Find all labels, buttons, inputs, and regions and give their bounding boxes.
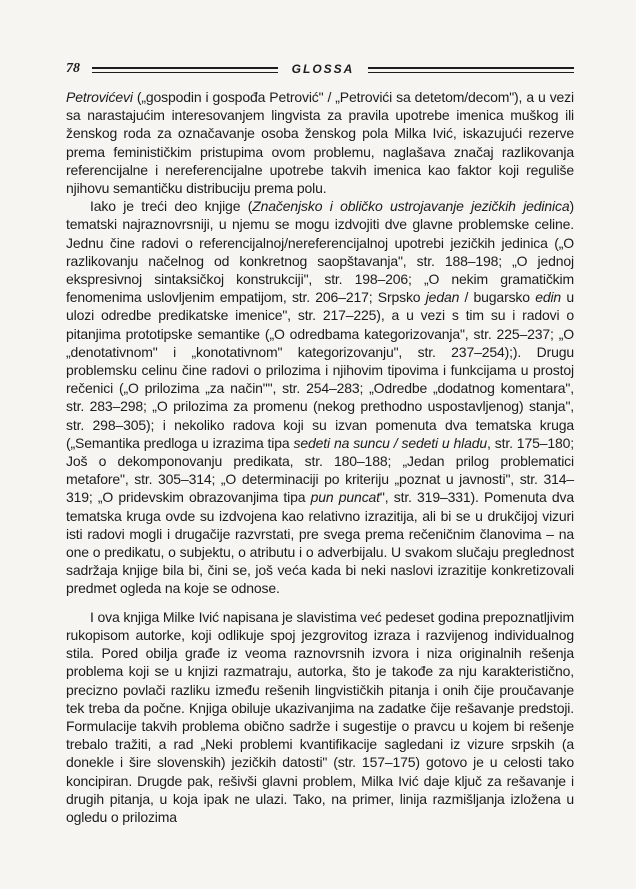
journal-title: GLOSSA <box>291 62 355 76</box>
paragraph-1 <box>66 88 574 197</box>
text-run: („gospodin i gospođa Petrović" / „Petrovići sa detetom/decom"), a u vezi sa narastajućim interesovanjem lingvista za pravila upotrebe imenica muškog ili ženskog roda za označavanje osoba ženskog pola Milka Ivić, iskazujući rezerve prema feminističkim pristupima ovom problemu, naglašava značaj razlikovanja referencijalne i nereferencijalne upotrebe takvih imenica kao faktor koji reguliše njihovu semantičku distribuciju prema polu. <box>66 89 574 197</box>
paragraph-3 <box>66 608 574 826</box>
text-run: Iako je treći deo knjige ( <box>90 198 253 215</box>
text-run: u ulozi odredbe predikatske imenice", str. 217–225), a u vezi s tim su i radovi o pitanjima prototipske semantike („O odredbama kategorizovanja", str. 225–237; „O „denotativnom" i „konotativnom" kategorizovanju", str. 237–254);). Drugu problemsku celinu čine radovi o prilozima i njihovim tipovima i funkcijama u prostoj rečenici („O prilozima „za način"", str. 254–283; „Odredbe „dodatnog komentara", str. 283–298; „O prilozima za promenu (nekog prethodno uspostavljenog) stanja", str. 298–305); i nekoliko radova koji su izvan pomenuta dva tematska kruga („Semantika predloga u izrazima tipa <box>66 289 574 451</box>
running-header <box>66 60 574 78</box>
header-rule-right <box>368 67 574 73</box>
italic-text: jedan <box>425 289 460 306</box>
page-number: 78 <box>66 61 80 76</box>
paragraph-2 <box>66 197 574 597</box>
italic-text: sedeti na suncu / sedeti u hladu <box>293 434 488 451</box>
header-rule-left <box>92 67 278 73</box>
text-run: ) tematski najraznovrsniji, u njemu se mogu izdvojiti dve glavne problemske celine. Jednu čine radovi o referencijalnoj/nereferencijalnoj upotrebi jezičkih jedinica („O razlikovanju načelnog od konkretnog saopštavanja", str. 188–198; „O jednoj ekspresivnoj sintaksičkoj konstrukciji", str. 198–206; „O nekim gramatičkim fenomenima uslovljenim empatijom, str. 206–217; Srpsko <box>66 198 574 306</box>
text-run: ", str. 319–331). Pomenuta dva tematska kruga ovde su izdvojena kao relativno izrazitija, ali bi se u drukčijoj vizuri isti radovi mogli i drugačije razvrstati, pre svega prema rečeničnim članovima – na one o predikatu, o subjektu, o atributu i o adverbijalu. U svakom slučaju preglednost sadržaja knjige bila bi, čini se, još veća kada bi neki naslovi izrazitije konkretizovali predmet ogleda na koje se odnose. <box>66 489 574 597</box>
italic-text: Značenjsko i obličko ustrojavanje jezičkih jedinica <box>252 198 570 215</box>
article-body <box>66 88 574 826</box>
text-run: I ova knjiga Milke Ivić napisana je slavistima već pedeset godina prepoznatljivim rukopisom autorke, koji odlikuje spoj jezgrovitog izraza i razvijenog individualnog stila. Pored obilja građe iz veoma raznovrsnih izvora i niza originalnih rešenja problema koji se u knjizi razmatraju, autorka, što je takođe za nju karakteristično, precizno povlači razliku između rešenih lingvističkih pitanja i onih čije proučavanje tek treba da počne. Knjiga obiluje ukazivanjima na zadatke čije rešavanje predstoji. Formulacije takvih problema obično sadrže i sugestije o pravcu u kojem bi rešenje trebalo tražiti, a rad „Neki problemi kvantifikacije sagledani iz vizure srpskih (a donekle i šire slovenskih) jezičkih datosti" (str. 157–175) gotovo je u celosti tako koncipiran. Drugde pak, rešivši glavni problem, Milka Ivić daje ključ za rešavanje i drugih pitanja, u koja ipak ne ulazi. Tako, na primer, linija razmišljanja izložena u ogledu o prilozima <box>66 608 574 825</box>
italic-text: edin <box>535 289 562 306</box>
italic-text: Petrovićevi <box>66 89 133 105</box>
text-run: / bugarsko <box>459 289 536 306</box>
text-run: , str. 175–180; Još o dekomponovanju predikata, str. 180–188; „Jedan prilog problematici metafore", str. 305–314; „O determinaciji po kriteriju „poznat u javnosti", str. 314–319; „O pridevskim obrazovanjima tipa <box>66 434 574 506</box>
italic-text: pun puncat <box>310 489 380 506</box>
